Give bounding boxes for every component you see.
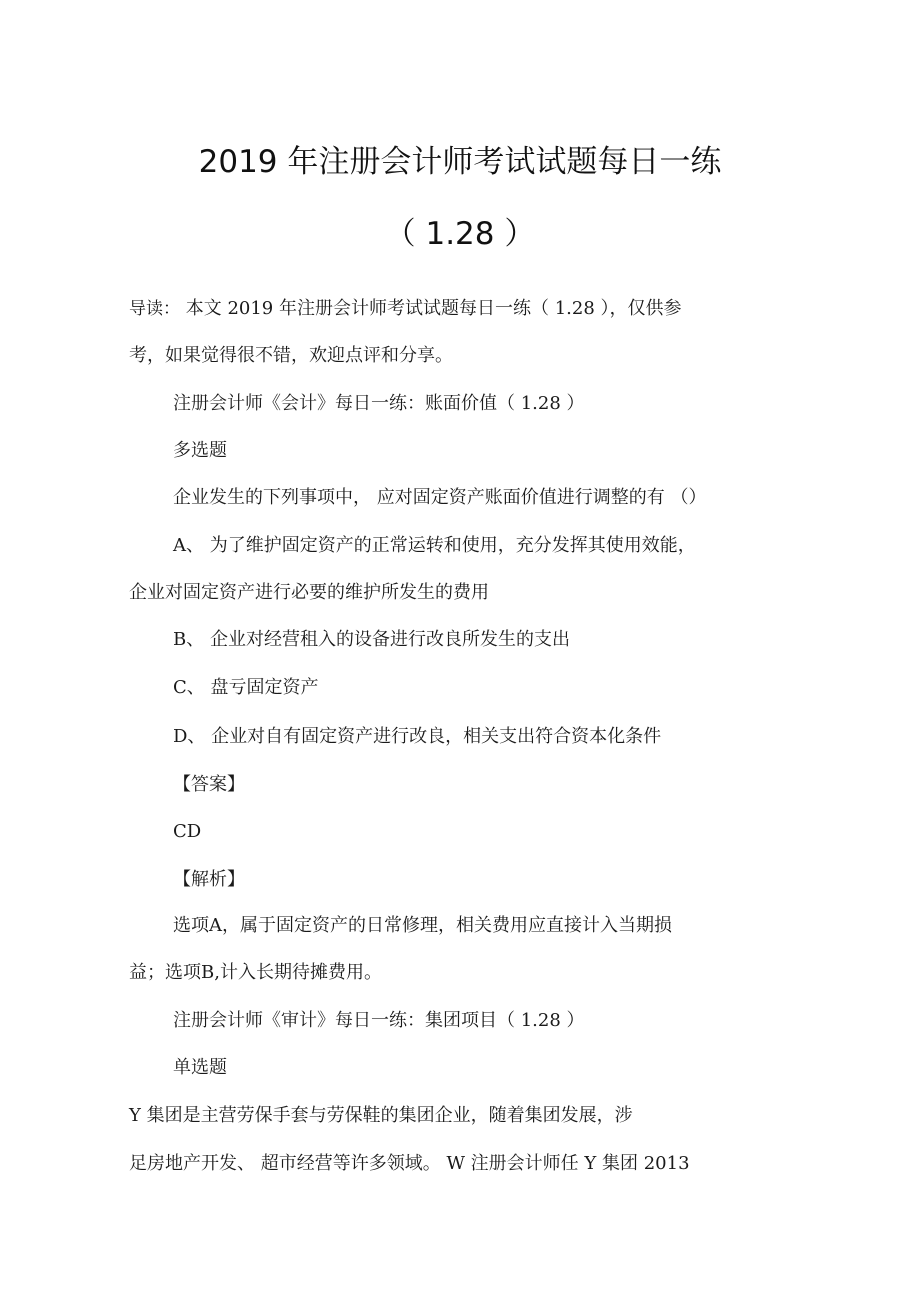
answer-value: CD (173, 821, 202, 842)
question-1-stem: 企业发生的下列事项中， 应对固定资产账面价值进行调整的有 （） (173, 487, 707, 508)
question-2-text-line-2: 足房地产开发、 超市经营等许多领域。 W 注册会计师任 Y 集团 2013 (129, 1153, 690, 1174)
option-d: D、 企业对自有固定资产进行改良，相关支出符合资本化条件 (173, 726, 662, 747)
analysis-line-2: 益；选项B,计入长期待摊费用。 (129, 962, 382, 983)
option-b: B、 企业对经营租入的设备进行改良所发生的支出 (173, 629, 570, 650)
intro-label: 导读： (129, 299, 180, 319)
option-a-line-1: A、 为了维护固定资产的正常运转和使用，充分发挥其使用效能， (173, 535, 696, 556)
question-2-heading: 注册会计师《审计》每日一练：集团项目（ 1.28 ） (173, 1010, 585, 1031)
option-a-line-2: 企业对固定资产进行必要的维护所发生的费用 (129, 582, 489, 603)
page-title-date: （ 1.28 ） (384, 216, 536, 252)
page-title: 2019 年注册会计师考试试题每日一练 (198, 144, 722, 180)
option-c: C、 盘亏固定资产 (173, 677, 319, 698)
analysis-line-1: 选项A，属于固定资产的日常修理，相关费用应直接计入当期损 (173, 915, 672, 936)
intro-paragraph-line-2: 考，如果觉得很不错，欢迎点评和分享。 (129, 345, 453, 366)
question-1-type: 多选题 (173, 440, 227, 461)
analysis-label: 【解析】 (173, 869, 245, 890)
answer-label: 【答案】 (173, 774, 245, 795)
question-1-heading: 注册会计师《会计》每日一练：账面价值（ 1.28 ） (173, 393, 585, 414)
intro-text: 本文 2019 年注册会计师考试试题每日一练（ 1.28 ），仅供参 (180, 298, 682, 319)
question-2-type: 单选题 (173, 1057, 227, 1078)
question-2-text-line-1: Y 集团是主营劳保手套与劳保鞋的集团企业，随着集团发展，涉 (129, 1105, 633, 1126)
intro-paragraph-line-1 (129, 297, 682, 321)
